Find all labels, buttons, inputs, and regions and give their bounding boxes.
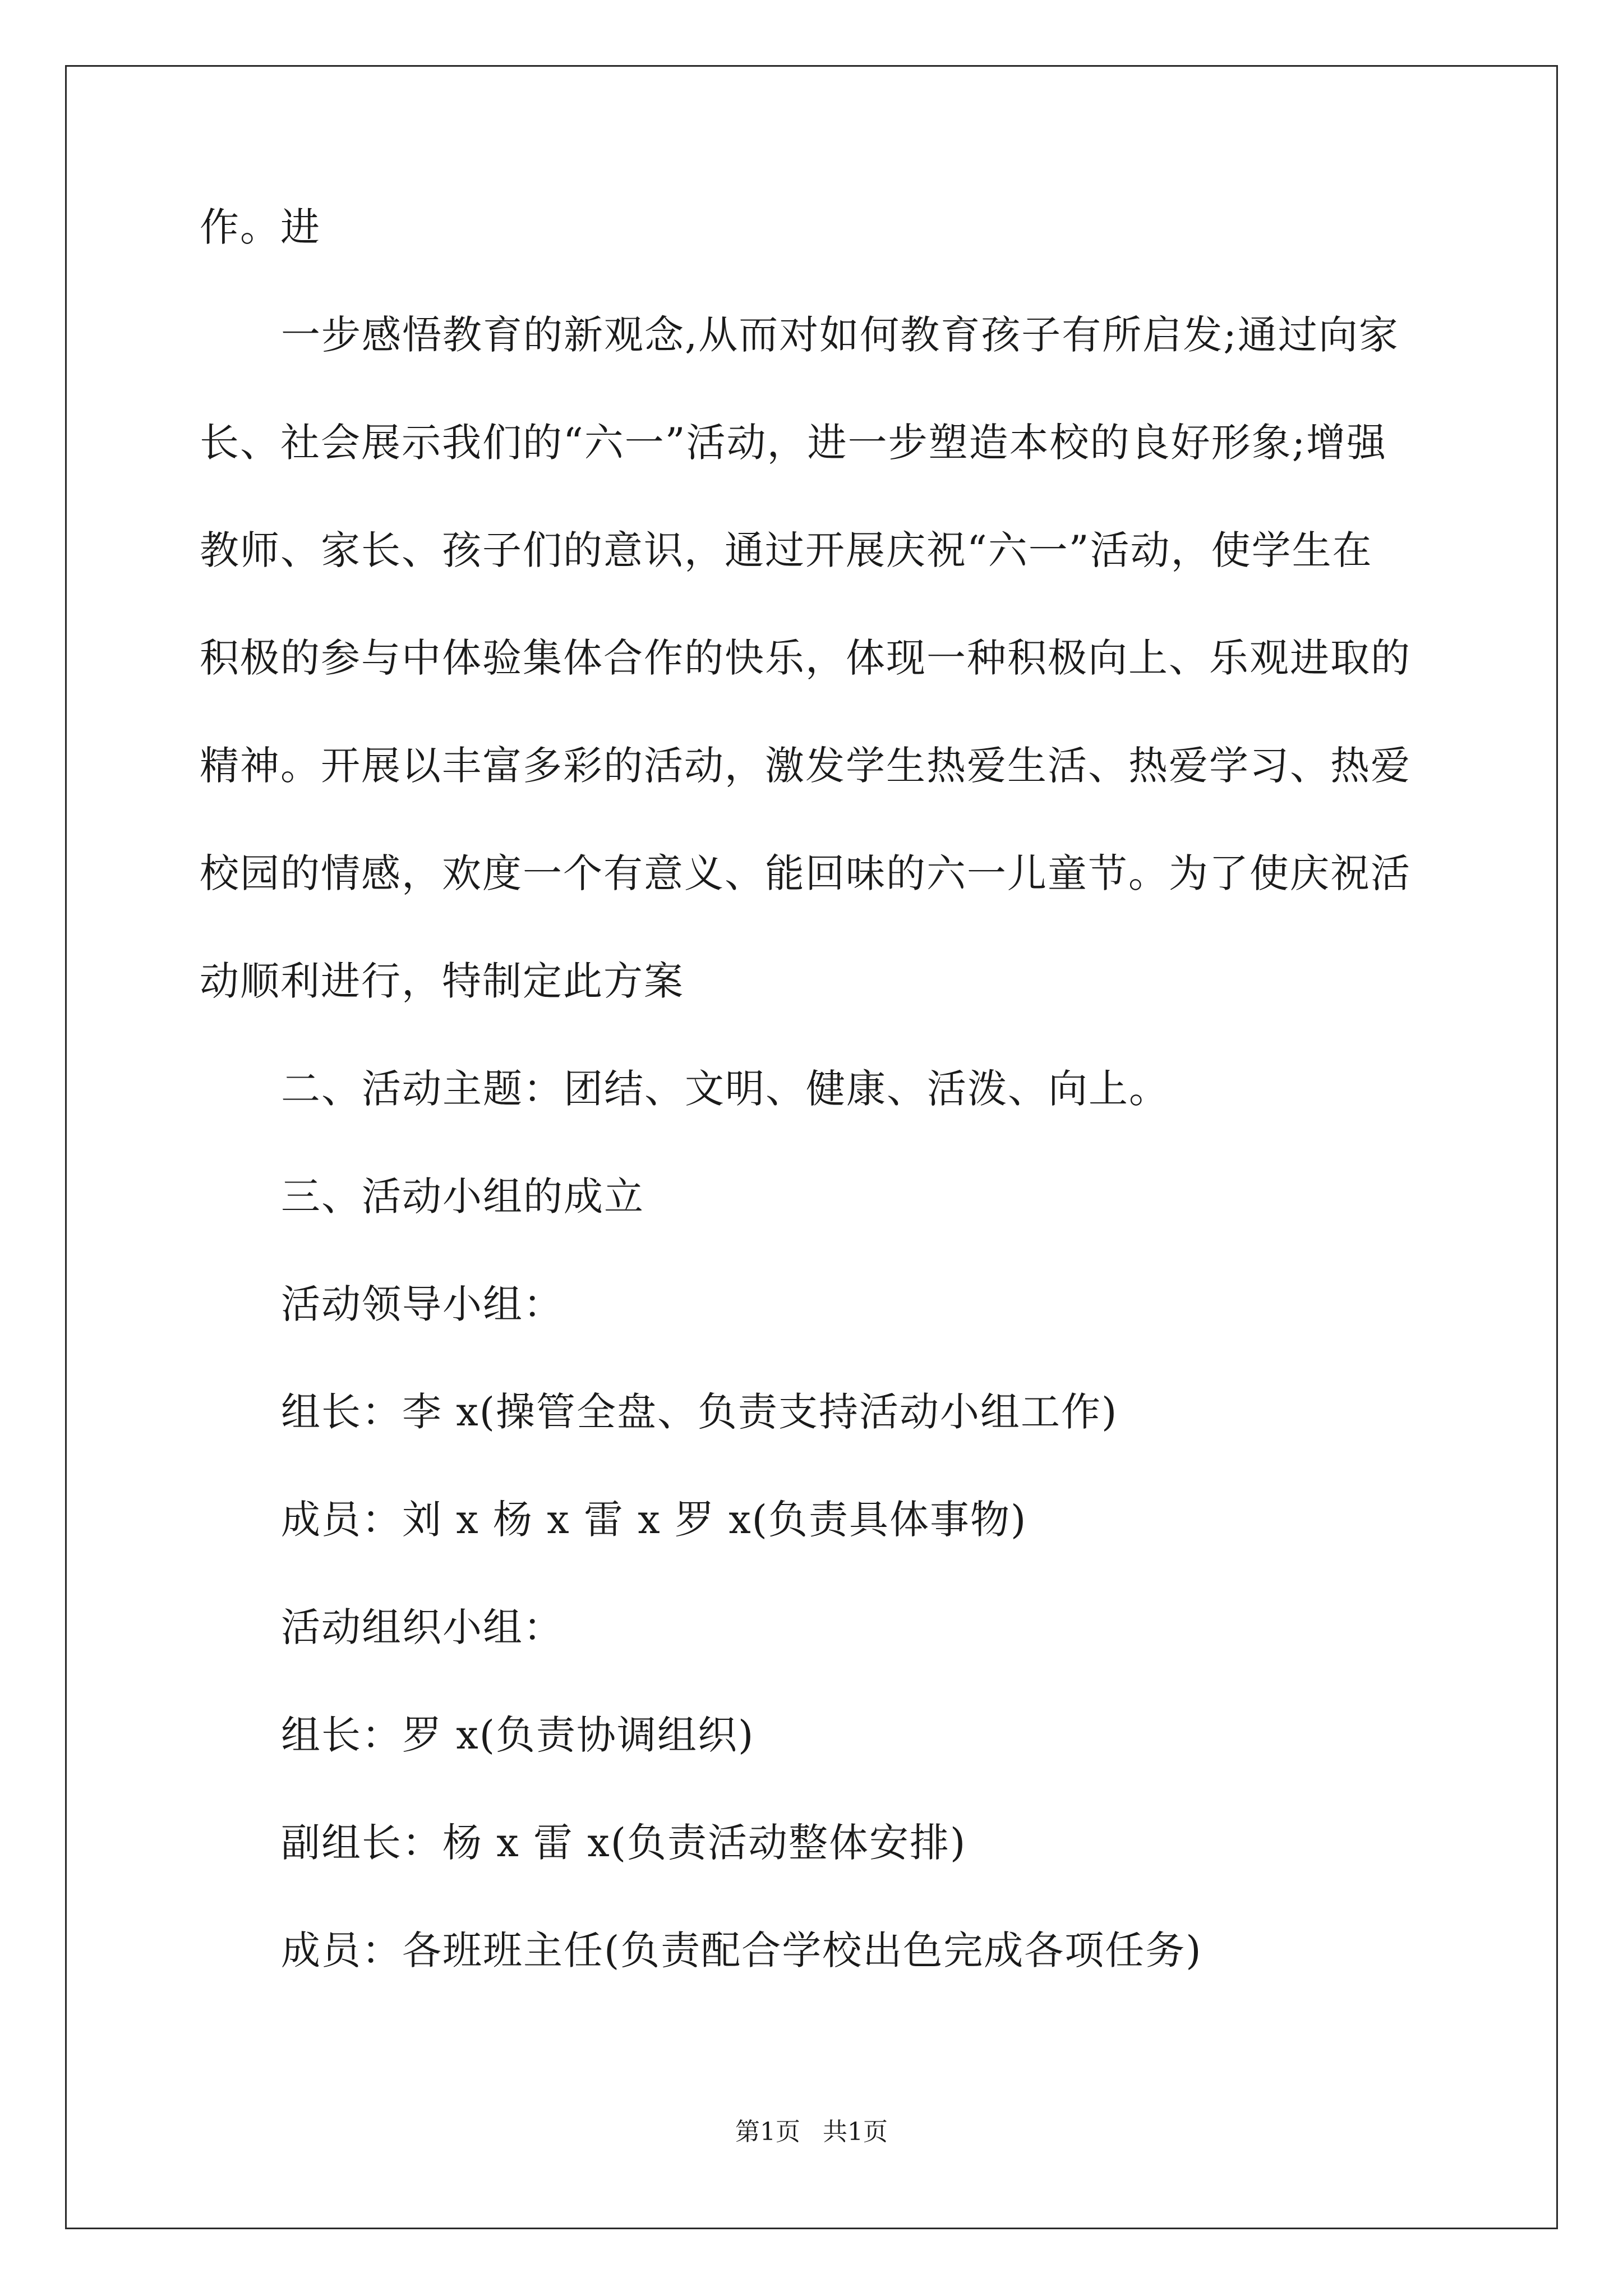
section-heading-groups: 三、活动小组的成立 <box>281 1174 644 1220</box>
page-number-current: 第1页 <box>735 2118 800 2146</box>
document-body <box>200 204 1428 1973</box>
page-footer <box>0 2118 1623 2146</box>
text-line: 教师、家长、孩子们的意识，通过开展庆祝“六一”活动，使学生在 <box>200 527 1373 573</box>
subheading-organizing-group: 活动组织小组： <box>281 1604 564 1650</box>
paragraph-start: 一步感悟教育的新观念,从而对如何教育孩子有所启发;通过向家 <box>281 312 1399 358</box>
text-line: 精神。开展以丰富多彩的活动，激发学生热爱生活、热爱学习、热爱 <box>200 743 1411 789</box>
text-line: 长、社会展示我们的“六一”活动，进一步塑造本校的良好形象;增强 <box>200 420 1387 466</box>
text-line: 校园的情感，欢度一个有意义、能回味的六一儿童节。为了使庆祝活 <box>200 850 1411 896</box>
section-heading-theme: 二、活动主题：团结、文明、健康、活泼、向上。 <box>281 1066 1169 1112</box>
subheading-leadership-group: 活动领导小组： <box>281 1281 564 1327</box>
organizing-leader: 组长：罗 x(负责协调组织) <box>281 1712 755 1758</box>
leadership-leader: 组长：李 x(操管全盘、负责支持活动小组工作) <box>281 1389 1118 1435</box>
organizing-deputy-leaders: 副组长：杨 x 雷 x(负责活动整体安排) <box>281 1820 967 1866</box>
text-line: 积极的参与中体验集体合作的快乐，体现一种积极向上、乐观进取的 <box>200 635 1411 681</box>
page-number-total: 共1页 <box>823 2118 888 2146</box>
text-line: 作。进 <box>200 204 321 250</box>
text-line: 动顺利进行，特制定此方案 <box>200 958 684 1004</box>
organizing-members: 成员：各班班主任(负责配合学校出色完成各项任务) <box>281 1927 1202 1973</box>
leadership-members: 成员：刘 x 杨 x 雷 x 罗 x(负责具体事物) <box>281 1497 1027 1543</box>
